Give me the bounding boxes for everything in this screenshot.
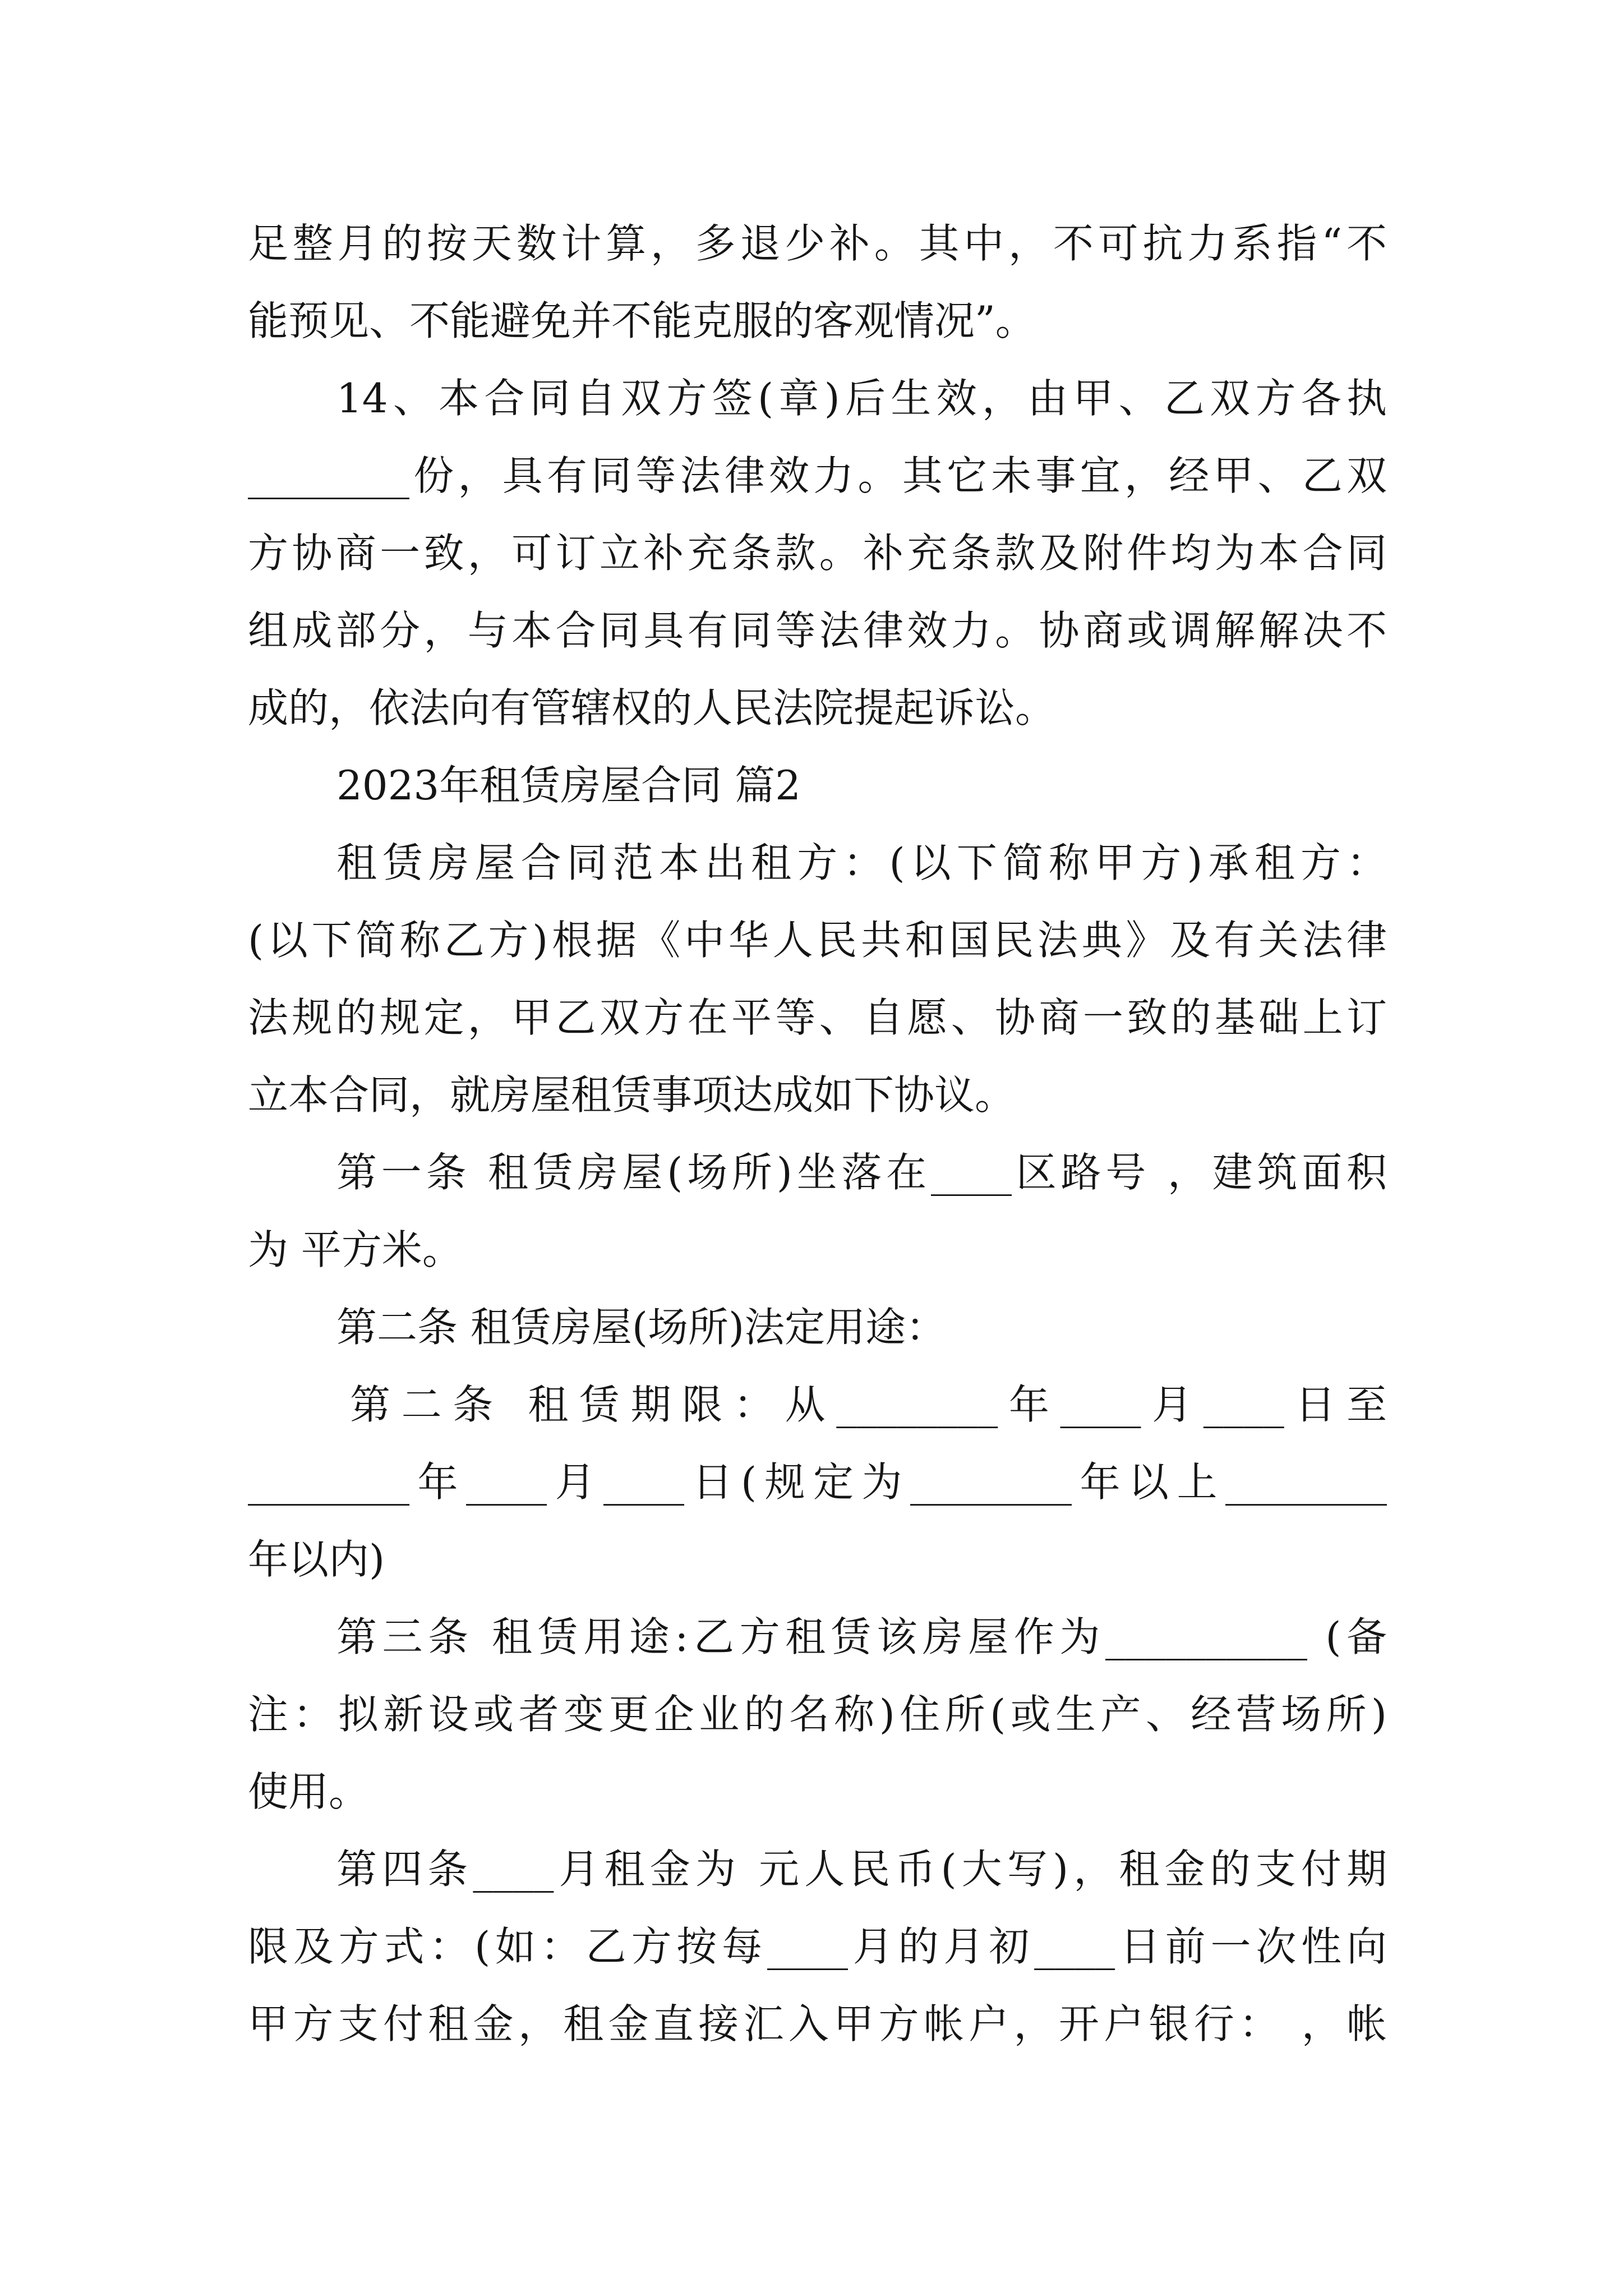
clause-paragraph xyxy=(248,1289,1387,1366)
paragraph-line: 方协商一致，可订立补充条款。补充条款及附件均为本合同 xyxy=(248,530,1387,577)
clause-paragraph xyxy=(248,1830,1387,2063)
clause-paragraph xyxy=(248,1598,1387,1830)
paragraph-line: 立本合同，就房屋租赁事项达成如下协议。 xyxy=(248,1071,1016,1119)
paragraph-line: (以下简称乙方)根据《中华人民共和国民法典》及有关法律 xyxy=(248,917,1387,964)
paragraph-line: 甲方支付租金，租金直接汇入甲方帐户，开户银行： ，帐 xyxy=(248,2000,1387,2047)
paragraph-line: ________份，具有同等法律效力。其它未事宜，经甲、乙双 xyxy=(248,452,1387,499)
paragraph-line: 注：拟新设或者变更企业的名称)住所(或生产、经营场所) xyxy=(248,1691,1387,1738)
paragraph xyxy=(248,824,1387,1134)
paragraph-line: 成的，依法向有管辖权的人民法院提起诉讼。 xyxy=(248,684,1056,731)
paragraph-line: 第二条 租赁期限：从________年____月____日至 xyxy=(350,1381,1387,1428)
paragraph-line: 年以内) xyxy=(248,1536,385,1583)
paragraph-line: ________年____月____日(规定为________年以上________ xyxy=(248,1458,1387,1506)
paragraph-line: 第二条 租赁房屋(场所)法定用途： xyxy=(336,1304,947,1351)
paragraph-line: 租赁房屋合同范本出租方：(以下简称甲方)承租方： xyxy=(336,839,1387,886)
paragraph-line: 第四条____月租金为 元人民币(大写)，租金的支付期 xyxy=(336,1846,1387,1893)
paragraph xyxy=(248,360,1387,747)
document-body xyxy=(248,205,1387,2063)
paragraph-line: 能预见、不能避免并不能克服的客观情况”。 xyxy=(248,297,1036,344)
paragraph-line: 使用。 xyxy=(248,1768,370,1815)
section-heading xyxy=(248,747,1387,824)
paragraph-line: 第三条 租赁用途:乙方租赁该房屋作为__________ (备 xyxy=(336,1613,1387,1660)
heading-line: 2023年租赁房屋合同 篇2 xyxy=(336,762,801,809)
paragraph-line: 第一条 租赁房屋(场所)坐落在____区路号 ，建筑面积 xyxy=(336,1149,1387,1196)
paragraph-line: 法规的规定，甲乙双方在平等、自愿、协商一致的基础上订 xyxy=(248,994,1387,1041)
paragraph-line: 组成部分，与本合同具有同等法律效力。协商或调解解决不 xyxy=(248,607,1387,654)
paragraph-line: 限及方式：(如：乙方按每____月的月初____日前一次性向 xyxy=(248,1923,1387,1970)
clause-paragraph xyxy=(248,1366,1387,1598)
clause-paragraph xyxy=(248,1134,1387,1289)
paragraph xyxy=(248,205,1387,360)
paragraph-line: 为 平方米。 xyxy=(248,1226,463,1273)
paragraph-line: 14、本合同自双方签(章)后生效，由甲、乙双方各执 xyxy=(336,375,1387,422)
paragraph-line: 足整月的按天数计算，多退少补。其中，不可抗力系指“不 xyxy=(248,220,1387,267)
